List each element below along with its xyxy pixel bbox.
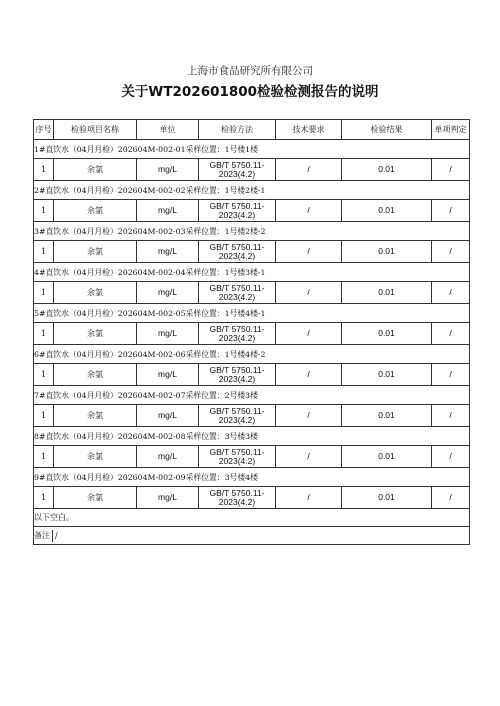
requirement-cell: / <box>276 364 342 386</box>
sample-no-cell: 1 <box>34 487 54 509</box>
company-name: 上海市食品研究所有限公司 <box>187 65 313 77</box>
sample-group-row <box>34 222 470 241</box>
judgement-cell: / <box>432 487 470 509</box>
result-cell: 0.01 <box>342 323 432 345</box>
unit-cell: mg/L <box>137 364 199 386</box>
unit-cell: mg/L <box>137 323 199 345</box>
sample-heading: 4#直饮水（04月月检）202604M-002-04采样位置：1号楼3楼-1 <box>34 263 470 282</box>
judgement-cell: / <box>432 364 470 386</box>
header-row <box>34 120 470 140</box>
table-row <box>34 159 470 181</box>
remark-row <box>34 527 470 545</box>
result-cell: 0.01 <box>342 364 432 386</box>
result-cell: 0.01 <box>342 446 432 468</box>
result-cell: 0.01 <box>342 282 432 304</box>
column-header-result: 检验结果 <box>342 120 432 140</box>
table-row <box>34 282 470 304</box>
column-header-requirement: 技术要求 <box>276 120 342 140</box>
sample-heading: 2#直饮水（04月月检）202604M-002-02采样位置：1号楼2楼-1 <box>34 181 470 200</box>
unit-cell: mg/L <box>137 241 199 263</box>
remark-cell <box>34 527 470 545</box>
sample-group-row <box>34 386 470 405</box>
document-title: 关于WT202601800检验检测报告的说明 <box>121 84 379 100</box>
test-item-cell: 余氯 <box>54 159 137 181</box>
unit-cell: mg/L <box>137 405 199 427</box>
end-note-row <box>34 509 470 527</box>
column-header-unit: 单位 <box>137 120 199 140</box>
requirement-cell: / <box>276 446 342 468</box>
sample-group-row <box>34 345 470 364</box>
requirement-cell: / <box>276 159 342 181</box>
test-method-cell: GB/T 5750.11-2023(4.2) <box>199 323 276 345</box>
table-row <box>34 364 470 386</box>
requirement-cell: / <box>276 282 342 304</box>
sample-group-row <box>34 263 470 282</box>
end-note: 以下空白。 <box>34 509 470 527</box>
requirement-cell: / <box>276 241 342 263</box>
unit-cell: mg/L <box>137 446 199 468</box>
sample-no-cell: 1 <box>34 364 54 386</box>
judgement-cell: / <box>432 405 470 427</box>
sample-heading: 9#直饮水（04月月检）202604M-002-09采样位置：3号楼4楼 <box>34 468 470 487</box>
test-item-cell: 余氯 <box>54 282 137 304</box>
table-row <box>34 241 470 263</box>
requirement-cell: / <box>276 200 342 222</box>
column-header-item: 检验项目名称 <box>54 120 137 140</box>
test-item-cell: 余氯 <box>54 487 137 509</box>
judgement-cell: / <box>432 200 470 222</box>
sample-heading: 6#直饮水（04月月检）202604M-002-06采样位置：1号楼4楼-2 <box>34 345 470 364</box>
unit-cell: mg/L <box>137 487 199 509</box>
sample-no-cell: 1 <box>34 446 54 468</box>
sample-group-row <box>34 304 470 323</box>
judgement-cell: / <box>432 446 470 468</box>
table-row <box>34 200 470 222</box>
table-row <box>34 323 470 345</box>
test-method-cell: GB/T 5750.11-2023(4.2) <box>199 405 276 427</box>
sample-heading: 5#直饮水（04月月检）202604M-002-05采样位置：1号楼4楼-1 <box>34 304 470 323</box>
result-cell: 0.01 <box>342 241 432 263</box>
result-cell: 0.01 <box>342 159 432 181</box>
remark-value: / <box>55 530 58 540</box>
result-cell: 0.01 <box>342 200 432 222</box>
column-header-method: 检验方法 <box>199 120 276 140</box>
sample-heading: 7#直饮水（04月月检）202604M-002-07采样位置：2号楼3楼 <box>34 386 470 405</box>
unit-cell: mg/L <box>137 159 199 181</box>
test-item-cell: 余氯 <box>54 241 137 263</box>
report-table <box>33 119 470 545</box>
test-item-cell: 余氯 <box>54 405 137 427</box>
test-method-cell: GB/T 5750.11-2023(4.2) <box>199 446 276 468</box>
table-row <box>34 487 470 509</box>
test-method-cell: GB/T 5750.11-2023(4.2) <box>199 487 276 509</box>
column-header-judgement: 单项判定 <box>432 120 470 140</box>
judgement-cell: / <box>432 159 470 181</box>
sample-no-cell: 1 <box>34 405 54 427</box>
sample-no-cell: 1 <box>34 282 54 304</box>
test-method-cell: GB/T 5750.11-2023(4.2) <box>199 200 276 222</box>
test-item-cell: 余氯 <box>54 323 137 345</box>
judgement-cell: / <box>432 323 470 345</box>
test-method-cell: GB/T 5750.11-2023(4.2) <box>199 282 276 304</box>
unit-cell: mg/L <box>137 200 199 222</box>
requirement-cell: / <box>276 405 342 427</box>
sample-no-cell: 1 <box>34 159 54 181</box>
unit-cell: mg/L <box>137 282 199 304</box>
sample-group-row <box>34 181 470 200</box>
sample-group-row <box>34 140 470 159</box>
requirement-cell: / <box>276 487 342 509</box>
judgement-cell: / <box>432 241 470 263</box>
report-body <box>34 140 470 509</box>
sample-no-cell: 1 <box>34 323 54 345</box>
table-row <box>34 446 470 468</box>
result-cell: 0.01 <box>342 487 432 509</box>
table-row <box>34 405 470 427</box>
column-header-no: 序号 <box>34 120 54 140</box>
remark-label: 备注 <box>34 530 50 540</box>
sample-heading: 3#直饮水（04月月检）202604M-002-03采样位置：1号楼2楼-2 <box>34 222 470 241</box>
test-item-cell: 余氯 <box>54 200 137 222</box>
sample-no-cell: 1 <box>34 241 54 263</box>
test-method-cell: GB/T 5750.11-2023(4.2) <box>199 241 276 263</box>
result-cell: 0.01 <box>342 405 432 427</box>
requirement-cell: / <box>276 323 342 345</box>
sample-group-row <box>34 427 470 446</box>
test-method-cell: GB/T 5750.11-2023(4.2) <box>199 159 276 181</box>
test-method-cell: GB/T 5750.11-2023(4.2) <box>199 364 276 386</box>
sample-group-row <box>34 468 470 487</box>
test-item-cell: 余氯 <box>54 446 137 468</box>
test-item-cell: 余氯 <box>54 364 137 386</box>
sample-heading: 1#直饮水（04月月检）202604M-002-01采样位置：1号楼1楼 <box>34 140 470 159</box>
sample-heading: 8#直饮水（04月月检）202604M-002-08采样位置：3号楼3楼 <box>34 427 470 446</box>
judgement-cell: / <box>432 282 470 304</box>
sample-no-cell: 1 <box>34 200 54 222</box>
